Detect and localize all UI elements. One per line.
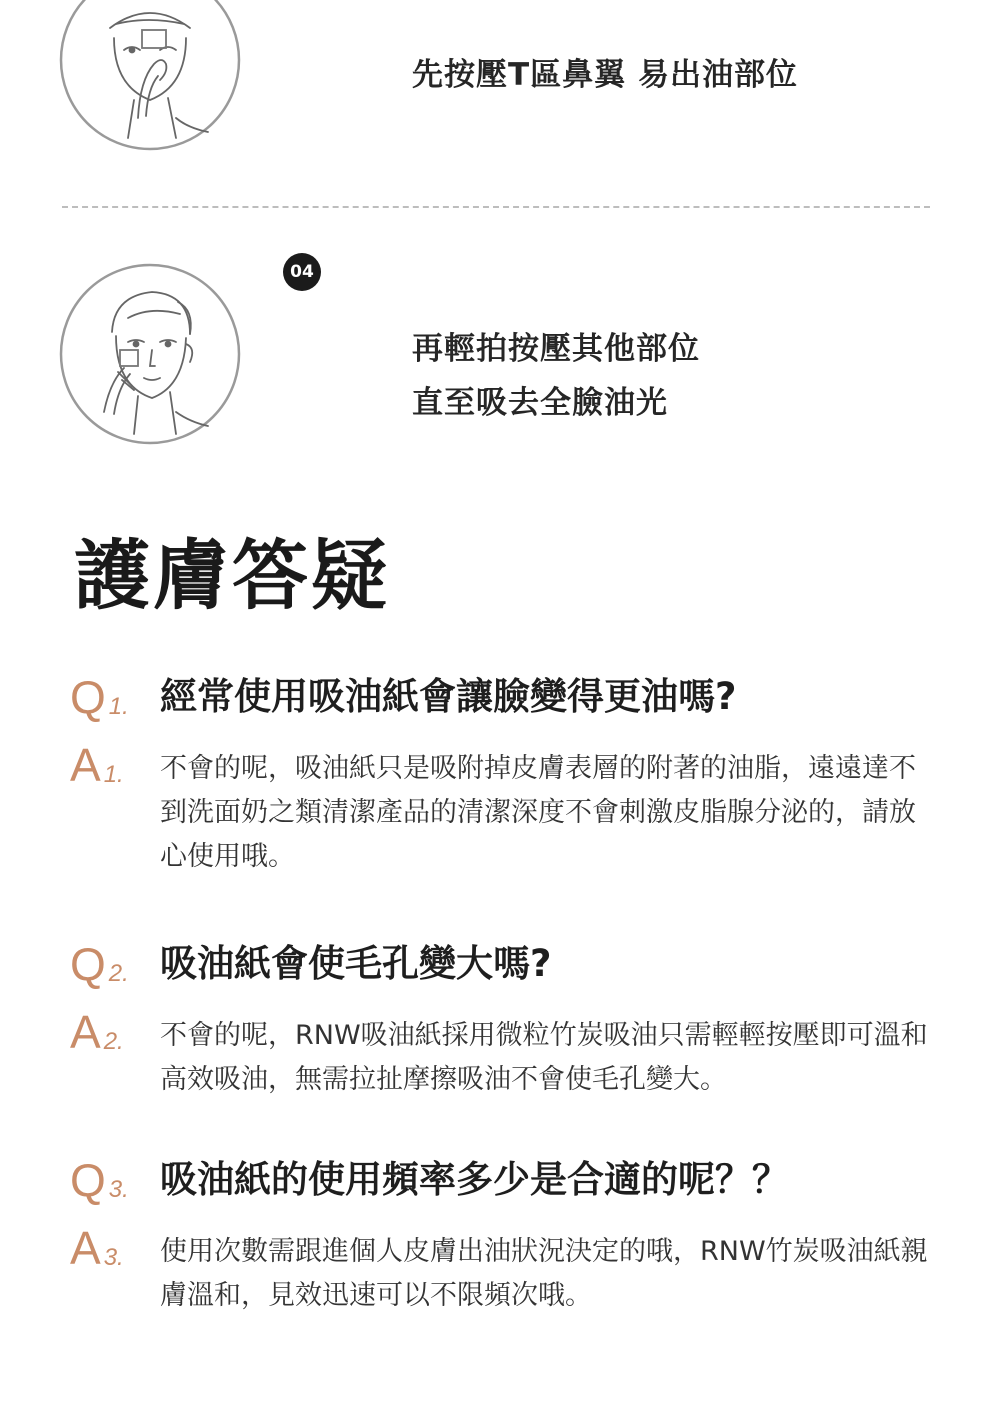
step-4-line-1: 再輕拍按壓其他部位 (412, 331, 700, 367)
question-letter: Q (70, 1154, 106, 1206)
answer-letter: A (70, 1222, 101, 1274)
answer-marker (70, 1222, 124, 1274)
answer-number: 3. (103, 1244, 124, 1271)
faq-title: 護膚答疑 (74, 531, 390, 620)
step-4-line-2: 直至吸去全臉油光 (412, 385, 668, 421)
question-number: 3. (108, 1176, 129, 1203)
question-marker (70, 1154, 129, 1206)
question-text: 吸油紙的使用頻率多少是合適的呢？？ (160, 1158, 789, 1201)
answer-marker (70, 1006, 124, 1058)
question-text: 吸油紙會使毛孔變大嗎? (160, 942, 552, 985)
answer-letter: A (70, 739, 101, 791)
answer-number: 2. (103, 1028, 124, 1055)
face-patting-cheek-icon (58, 262, 242, 446)
question-letter: Q (70, 938, 106, 990)
answer-text: 使用次數需跟進個人皮膚出油狀況決定的哦，RNW竹炭吸油紙親膚溫和，見效迅速可以不限頻次哦。 (160, 1236, 928, 1311)
question-letter: Q (70, 671, 106, 723)
step-4 (0, 0, 1000, 460)
step-3-line-1: 先按壓T區鼻翼 易出油部位 (412, 57, 798, 93)
question-number: 2. (108, 960, 129, 987)
step-badge: 04 (283, 253, 321, 291)
answer-text: 不會的呢，吸油紙只是吸附掉皮膚表層的附著的油脂，遠遠達不到洗面奶之類清潔產品的清潔深度不會刺激皮脂腺分泌的，請放心使用哦。 (160, 753, 916, 872)
question-number: 1. (108, 693, 129, 720)
step-4-text (412, 322, 700, 430)
question-text: 經常使用吸油紙會讓臉變得更油嗎? (160, 675, 737, 718)
answer-letter: A (70, 1006, 101, 1058)
answer-marker (70, 739, 124, 791)
question-marker (70, 671, 129, 723)
answer-number: 1. (103, 761, 124, 788)
answer-text: 不會的呢，RNW吸油紙採用微粒竹炭吸油只需輕輕按壓即可溫和高效吸油，無需拉扯摩擦吸油不會使毛孔變大。 (160, 1020, 928, 1095)
question-marker (70, 938, 129, 990)
